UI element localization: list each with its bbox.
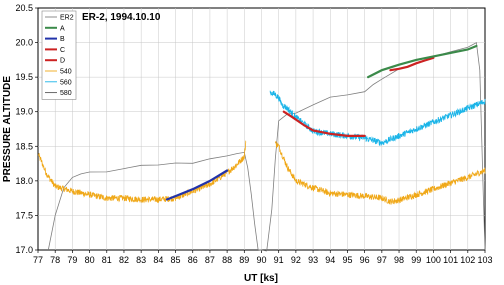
x-tick-label: 102 — [460, 255, 476, 265]
x-axis-title: UT [ks] — [244, 273, 278, 284]
x-tick-label: 78 — [50, 255, 61, 265]
y-tick-label: 19.0 — [15, 106, 33, 117]
x-tick-label: 99 — [411, 255, 422, 265]
legend-label-540: 540 — [60, 68, 72, 76]
legend — [42, 11, 76, 99]
y-tick-label: 20.0 — [15, 37, 33, 48]
y-tick-label: 20.5 — [15, 3, 33, 13]
x-tick-label: 93 — [308, 255, 319, 265]
y-tick-label: 17.0 — [15, 245, 33, 255]
y-tick-labels — [15, 3, 33, 255]
legend-label-C: C — [60, 46, 66, 54]
x-tick-label: 103 — [477, 255, 493, 265]
x-tick-label: 90 — [256, 255, 267, 265]
x-tick-label: 94 — [325, 255, 336, 265]
x-tick-label: 85 — [170, 255, 181, 265]
x-tick-label: 82 — [118, 255, 129, 265]
x-tick-label: 89 — [239, 255, 250, 265]
x-tick-label: 86 — [187, 255, 198, 265]
x-tick-label: 88 — [222, 255, 233, 265]
legend-label-560: 560 — [60, 79, 72, 87]
x-tick-label: 98 — [394, 255, 405, 265]
legend-label-ER2: ER2 — [60, 14, 74, 22]
x-tick-label: 95 — [342, 255, 353, 265]
x-tick-label: 87 — [204, 255, 215, 265]
x-tick-label: 79 — [67, 255, 78, 265]
x-tick-label: 92 — [290, 255, 301, 265]
y-axis-title: PRESSURE ALTITUDE — [2, 75, 13, 183]
legend-label-580: 580 — [60, 90, 72, 98]
x-tick-label: 100 — [425, 255, 441, 265]
x-tick-labels — [33, 255, 493, 265]
x-tick-label: 77 — [32, 255, 44, 265]
x-tick-label: 101 — [443, 255, 459, 265]
y-tick-label: 19.5 — [15, 72, 33, 83]
x-tick-label: 84 — [153, 255, 164, 265]
legend-label-D: D — [60, 57, 66, 65]
x-tick-label: 81 — [101, 255, 112, 265]
legend-label-B: B — [60, 36, 65, 44]
y-tick-label: 18.5 — [15, 141, 33, 152]
annotation: ER-2, 1994.10.10 — [82, 12, 161, 23]
legend-label-A: A — [60, 25, 65, 33]
y-tick-label: 18.0 — [15, 175, 33, 186]
x-tick-label: 91 — [273, 255, 284, 265]
y-tick-label: 17.5 — [15, 210, 33, 221]
x-tick-label: 96 — [359, 255, 370, 265]
x-tick-label: 83 — [136, 255, 147, 265]
x-tick-label: 97 — [376, 255, 387, 265]
x-tick-label: 80 — [84, 255, 95, 265]
